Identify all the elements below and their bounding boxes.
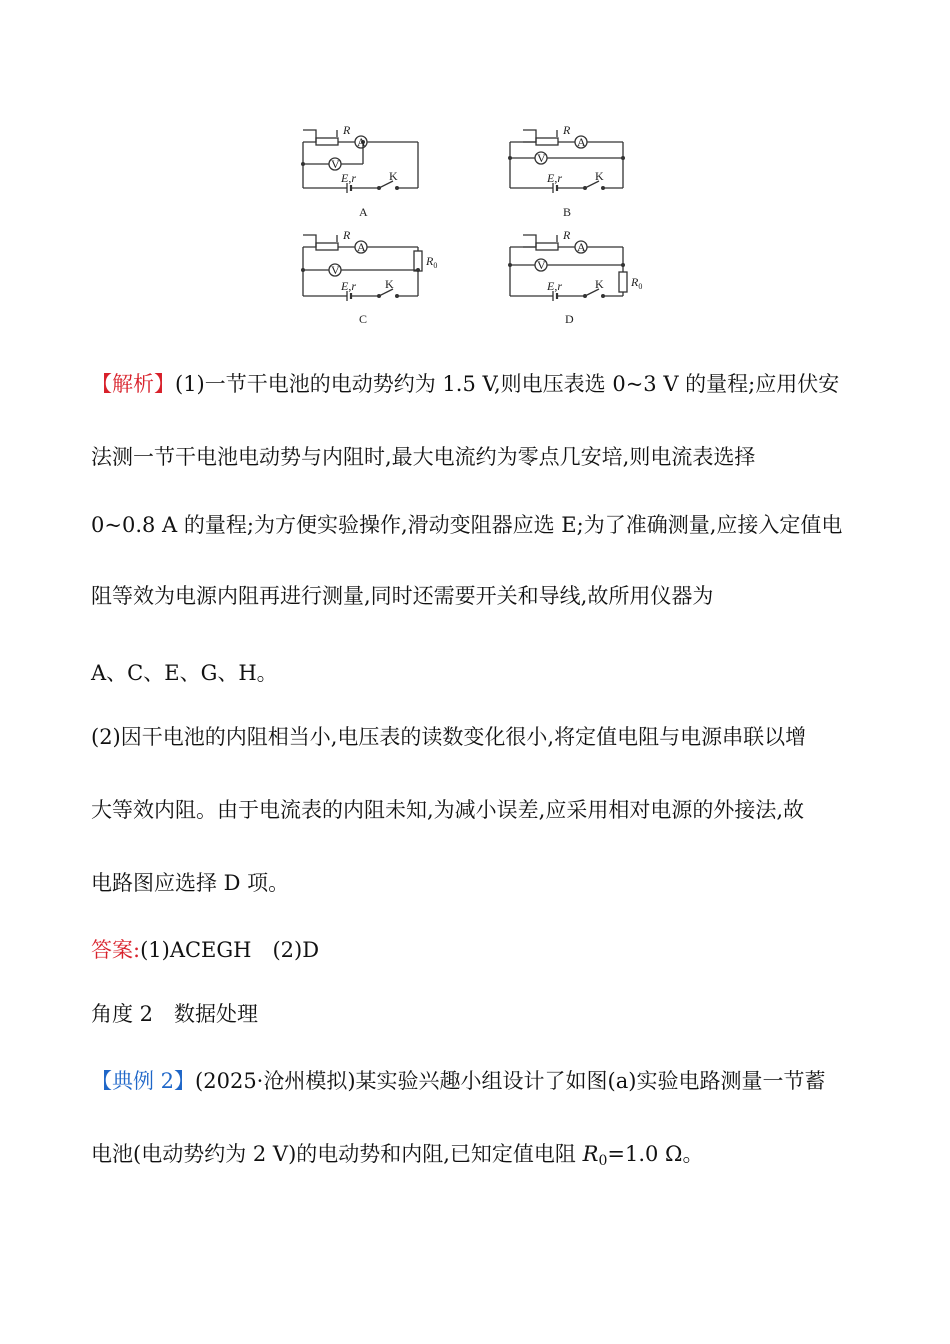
voltmeter-symbol-d: V [537,258,546,272]
analysis-line-3: 0~0.8 A 的量程;为方便实验操作,滑动变阻器应选 E;为了准确测量,应接入定值电 [91,513,843,537]
analysis-line-5: A、C、E、G、H。 [91,661,278,685]
answer-text: (1)ACEGH (2)D [140,938,320,962]
switch-label-c: K [385,277,394,291]
resistor-label-d: R [563,228,571,242]
source-label-b: E,r [547,171,563,185]
source-label-c: E,r [341,279,357,293]
resistor-label-c: R [343,228,351,242]
example-line-1: 【典例 2】(2025·沧州模拟)某实验兴趣小组设计了如图(a)实验电路测量一节蓄 [91,1069,826,1093]
analysis-line-2: 法测一节干电池电动势与内阻时,最大电流约为零点几安培,则电流表选择 [91,445,756,469]
circuit-label-c: C [359,312,368,326]
voltmeter-symbol-c: V [331,263,340,277]
source-label-d: E,r [547,279,563,293]
r0-label-c: $R_0$ [426,254,438,270]
switch-label-a: K [389,169,398,183]
resistor-label-b: R [563,123,571,137]
circuit-label-a: A [359,205,368,219]
circuit-label-d: D [565,312,574,326]
ammeter-symbol-b: A [577,135,586,149]
analysis-tag: 【解析】 [91,372,175,396]
analysis-line-7: 大等效内阻。由于电流表的内阻未知,为减小误差,应采用相对电源的外接法,故 [91,798,805,822]
circuit-d [510,235,627,301]
answer-line [91,937,319,963]
analysis-line-6: (2)因干电池的内阻相当小,电压表的读数变化很小,将定值电阻与电源串联以增 [91,725,807,749]
example-line-2: 电池(电动势约为 2 V)的电动势和内阻,已知定值电阻 $R_0=1.0$ Ω。 [91,1142,704,1169]
analysis-line-4: 阻等效为电源内阻再进行测量,同时还需要开关和导线,故所用仪器为 [91,584,714,608]
voltmeter-symbol-b: V [537,151,546,165]
ammeter-symbol-c: A [357,240,366,254]
example-tag: 【典例 2】 [91,1069,196,1093]
switch-label-b: K [595,169,604,183]
source-label-a: E,r [341,171,357,185]
r0-label-d: $R_0$ [631,275,643,291]
answer-label: 答案: [91,938,141,962]
circuit-figure [285,110,665,335]
voltmeter-symbol-a: V [331,157,340,171]
resistor-label-a: R [343,123,351,137]
ammeter-symbol-d: A [577,240,586,254]
switch-label-d: K [595,277,604,291]
ammeter-symbol-a: A [357,135,366,149]
analysis-line-8: 电路图应选择 D 项。 [91,871,290,895]
analysis-line-1: 【解析】(1)一节干电池的电动势约为 1.5 V,则电压表选 0~3 V 的量程;应用伏安 [91,372,840,396]
circuit-label-b: B [563,205,572,219]
section-title: 角度 2 数据处理 [91,1002,259,1026]
circuit-diagrams [285,110,665,335]
circuit-b [510,130,623,193]
